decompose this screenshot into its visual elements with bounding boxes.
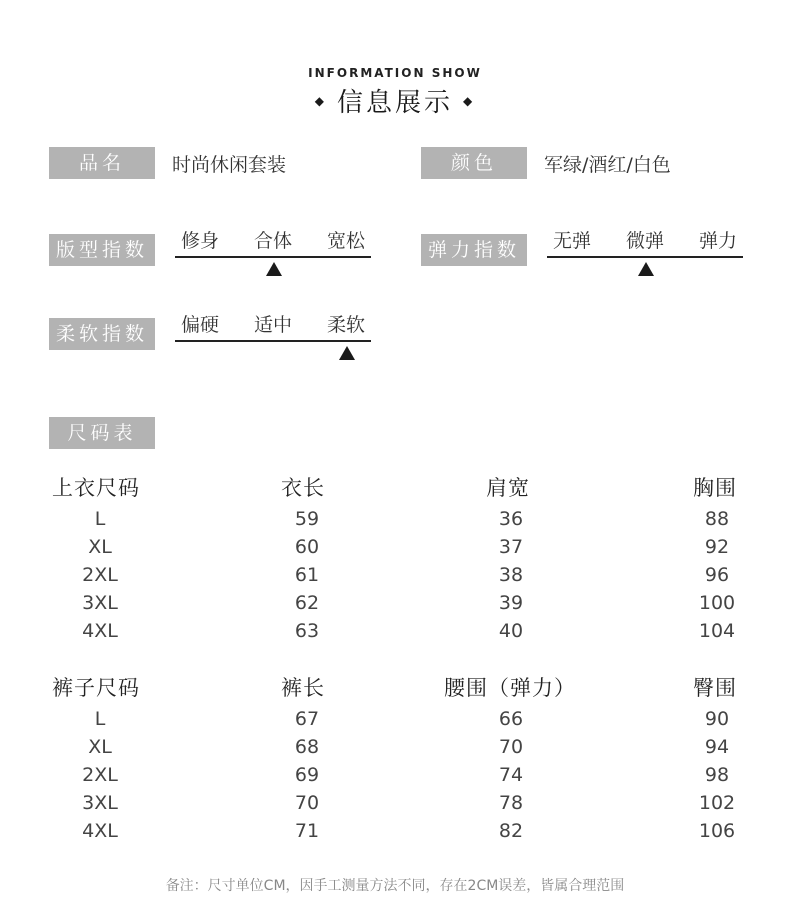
table-cell: XL [88,736,112,758]
table-cell: L [94,508,106,530]
table-cell: 98 [704,764,730,786]
table-cell: 66 [498,708,524,730]
elastic-scale [547,226,743,286]
soft-option: 偏硬 [180,314,219,336]
table-cell: 62 [294,592,320,614]
elastic-option: 微弹 [625,230,664,252]
table-cell: 102 [698,792,736,814]
table-cell: 3XL [82,792,118,814]
soft-index-label: 柔软指数 [49,318,155,350]
fit-scale-line [175,256,371,258]
table-cell: 100 [698,592,736,614]
fit-option: 合体 [253,230,292,252]
table-cell: 82 [498,820,524,842]
table-cell: 88 [704,508,730,530]
table-cell: 63 [294,620,320,642]
fit-scale [175,226,371,286]
table-cell: 59 [294,508,320,530]
soft-option: 柔软 [326,314,365,336]
color-label: 颜色 [421,147,527,179]
soft-scale [175,310,371,370]
table-cell: 92 [704,536,730,558]
elastic-option: 无弹 [552,230,591,252]
table-cell: 3XL [82,592,118,614]
table-cell: 90 [704,708,730,730]
table-cell: 40 [498,620,524,642]
fit-marker-icon [266,262,282,276]
fit-option: 修身 [180,230,219,252]
table-cell: 4XL [82,820,118,842]
pants-length-header: 裤长 [281,676,325,700]
header-chinese-title [0,82,790,119]
fit-index-label: 版型指数 [49,234,155,266]
table-cell: 38 [498,564,524,586]
header-english-title: INFORMATION SHOW [308,66,482,80]
soft-marker-icon [339,346,355,360]
table-cell: XL [88,536,112,558]
top-size-header: 上衣尺码 [52,476,140,500]
table-cell: 94 [704,736,730,758]
pants-waist-header: 腰围（弹力） [444,676,576,700]
top-shoulder-header: 肩宽 [486,476,530,500]
soft-option: 适中 [253,314,292,336]
table-cell: 60 [294,536,320,558]
table-cell: 36 [498,508,524,530]
table-cell: 96 [704,564,730,586]
table-cell: 67 [294,708,320,730]
color-value: 军绿/酒红/白色 [544,154,671,176]
diamond-left-icon: ◆ [314,93,327,108]
header-chinese-text: 信息展示 [336,88,453,118]
table-cell: 68 [294,736,320,758]
table-cell: 74 [498,764,524,786]
name-label: 品名 [49,147,155,179]
elastic-index-label: 弹力指数 [421,234,527,266]
table-cell: 70 [498,736,524,758]
top-chest-header: 胸围 [693,476,737,500]
table-cell: 61 [294,564,320,586]
table-cell: 2XL [82,564,118,586]
fit-option: 宽松 [326,230,365,252]
table-cell: 4XL [82,620,118,642]
table-cell: 2XL [82,764,118,786]
name-value: 时尚休闲套装 [172,154,287,176]
elastic-marker-icon [638,262,654,276]
top-length-header: 衣长 [281,476,325,500]
pants-size-header: 裤子尺码 [52,676,140,700]
table-cell: 104 [698,620,736,642]
table-cell: 106 [698,820,736,842]
footnote: 备注：尺寸单位CM，因手工测量方法不同，存在2CM误差，皆属合理范围 [165,878,625,894]
table-cell: 70 [294,792,320,814]
diamond-right-icon: ◆ [463,93,476,108]
table-cell: 71 [294,820,320,842]
table-cell: 69 [294,764,320,786]
soft-scale-line [175,340,371,342]
pants-hip-header: 臀围 [693,676,737,700]
table-cell: 78 [498,792,524,814]
table-cell: L [94,708,106,730]
size-chart-label: 尺码表 [49,417,155,449]
table-cell: 39 [498,592,524,614]
elastic-scale-line [547,256,743,258]
elastic-option: 弹力 [698,230,737,252]
table-cell: 37 [498,536,524,558]
